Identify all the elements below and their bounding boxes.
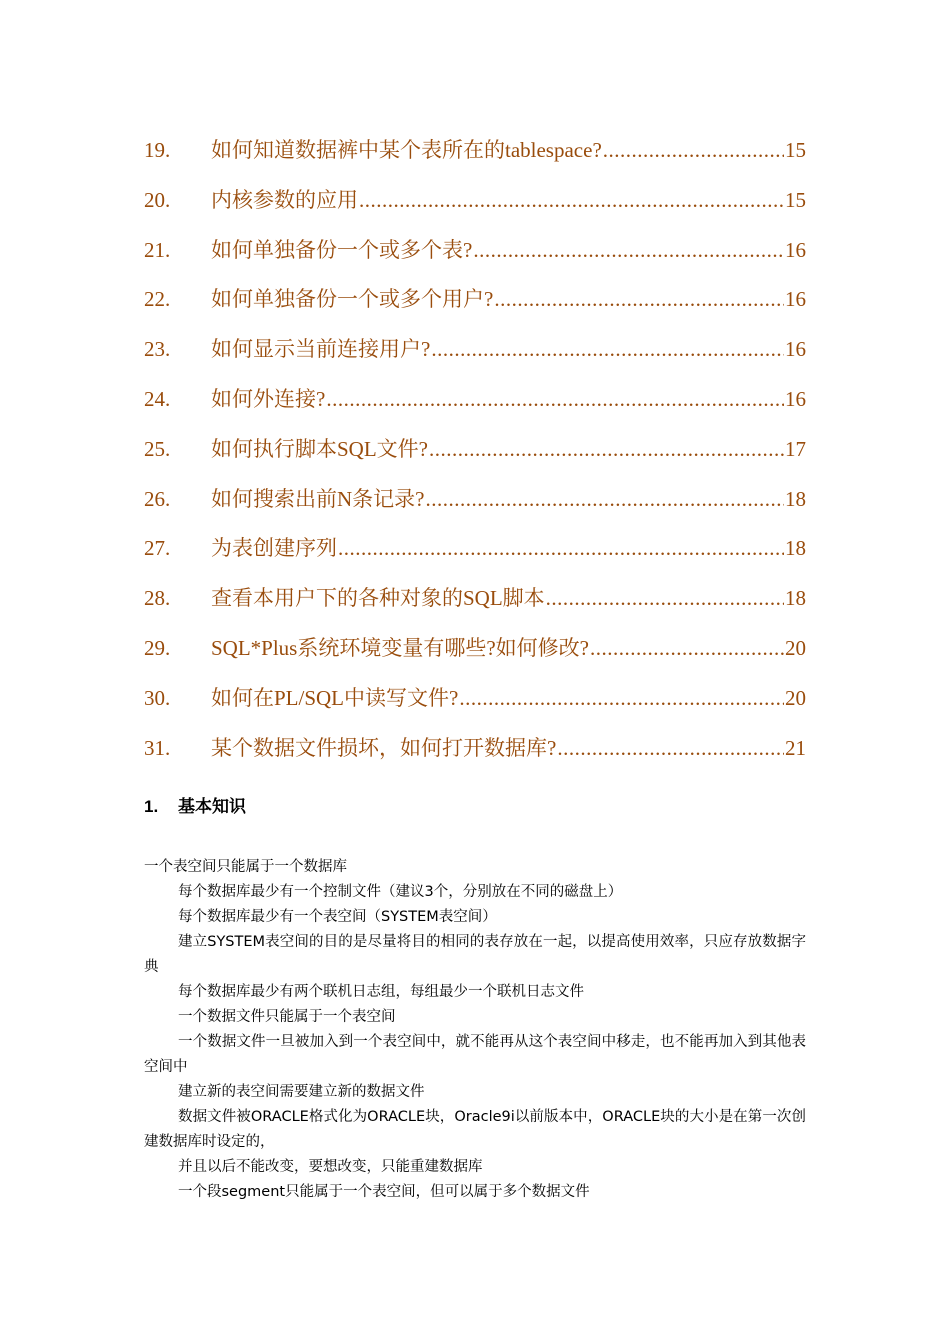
toc-entry-page: 15 (785, 187, 806, 212)
toc-entry[interactable] (144, 532, 806, 582)
toc-entry[interactable] (144, 234, 806, 284)
paragraph: 每个数据库最少有两个联机日志组，每组最少一个联机日志文件 (178, 984, 584, 1000)
toc-entry-title: 查看本用户下的各种对象的SQL脚本 (211, 586, 545, 611)
toc-entry[interactable] (144, 184, 806, 234)
toc-entry[interactable] (144, 732, 806, 782)
paragraph: 每个数据库最少有一个表空间（SYSTEM表空间） (178, 909, 497, 925)
toc-entry-number: 31. (144, 735, 171, 760)
toc-entry-number: 22. (144, 287, 171, 312)
toc-entry[interactable] (144, 383, 806, 433)
toc-entry-page: 16 (785, 386, 806, 411)
toc-entry-title: 如何搜索出前N条记录? (211, 486, 425, 511)
toc-entry-page: 18 (785, 486, 806, 511)
toc-entry-page: 20 (785, 635, 806, 660)
toc-dot-leader (426, 483, 785, 515)
toc-entry-number: 29. (144, 635, 171, 660)
toc-entry-page: 20 (785, 685, 806, 710)
toc-entry-title: 某个数据文件损坏，如何打开数据库? (211, 735, 557, 760)
toc-entry-number: 28. (144, 586, 171, 611)
toc-entry[interactable] (144, 483, 806, 533)
toc-entry-page: 21 (785, 735, 806, 760)
toc-entry-title: 如何在PL/SQL中读写文件? (211, 685, 459, 710)
toc-dot-leader (338, 532, 784, 564)
toc-entry-page: 15 (785, 138, 806, 162)
paragraph: 一个数据文件只能属于一个表空间 (178, 1009, 396, 1025)
toc-dot-leader (459, 682, 784, 714)
toc-entry-title: 如何单独备份一个或多个表? (211, 237, 473, 262)
toc-dot-leader (494, 283, 784, 315)
toc-entry-page: 18 (785, 536, 806, 561)
toc-entry[interactable] (144, 283, 806, 333)
paragraph: 一个表空间只能属于一个数据库 (144, 859, 347, 875)
toc-dot-leader (359, 184, 784, 216)
toc-entry-number: 19. (144, 138, 171, 162)
toc-dot-leader (431, 333, 784, 365)
section-heading (144, 792, 246, 817)
toc-dot-leader (473, 234, 784, 266)
toc-dot-leader (590, 632, 784, 664)
toc-entry-page: 16 (785, 337, 806, 362)
toc-entry-number: 24. (144, 386, 171, 411)
toc-entry-title: SQL*Plus系统环境变量有哪些?如何修改? (211, 635, 589, 660)
section-number: 1. (144, 797, 159, 816)
toc-entry-page: 17 (785, 436, 806, 461)
toc-entry-page: 16 (785, 237, 806, 262)
paragraph: 并且以后不能改变，要想改变，只能重建数据库 (178, 1159, 483, 1175)
toc-dot-leader (546, 582, 784, 614)
toc-entry-number: 25. (144, 436, 171, 461)
table-of-contents (144, 134, 806, 781)
toc-entry-title: 内核参数的应用 (211, 187, 358, 212)
paragraph: 一个段segment只能属于一个表空间，但可以属于多个数据文件 (178, 1184, 590, 1200)
body-text (144, 855, 806, 1205)
toc-entry-number: 20. (144, 187, 171, 212)
toc-entry-title: 如何执行脚本SQL文件? (211, 436, 428, 461)
toc-entry-title: 如何单独备份一个或多个用户? (211, 287, 494, 312)
toc-entry-number: 27. (144, 536, 171, 561)
toc-entry-number: 26. (144, 486, 171, 511)
toc-dot-leader (603, 134, 784, 166)
toc-dot-leader (326, 383, 784, 415)
paragraph: 数据文件被ORACLE格式化为ORACLE块，Oracle9i以前版本中，ORACLE块的大小是在第一次创建数据库时设定的， (144, 1109, 806, 1150)
section-title: 基本知识 (178, 797, 246, 816)
toc-entry-title: 如何显示当前连接用户? (211, 337, 431, 362)
toc-entry-page: 16 (785, 287, 806, 312)
toc-entry[interactable] (144, 632, 806, 682)
paragraph: 建立新的表空间需要建立新的数据文件 (178, 1084, 425, 1100)
toc-dot-leader (429, 433, 784, 465)
toc-entry[interactable] (144, 333, 806, 383)
toc-entry-title: 如何知道数据裤中某个表所在的tablespace? (211, 138, 602, 162)
toc-entry-page: 18 (785, 586, 806, 611)
toc-entry-number: 30. (144, 685, 171, 710)
toc-entry[interactable] (144, 134, 806, 184)
toc-entry[interactable] (144, 682, 806, 732)
toc-entry-title: 为表创建序列 (211, 536, 337, 561)
toc-entry[interactable] (144, 582, 806, 632)
toc-entry-number: 21. (144, 237, 171, 262)
paragraph: 建立SYSTEM表空间的目的是尽量将目的相同的表存放在一起，以提高使用效率，只应存放数据字典 (144, 934, 806, 975)
toc-entry-number: 23. (144, 337, 171, 362)
toc-entry[interactable] (144, 433, 806, 483)
paragraph: 一个数据文件一旦被加入到一个表空间中，就不能再从这个表空间中移走，也不能再加入到其他表空间中 (144, 1034, 806, 1075)
paragraph: 每个数据库最少有一个控制文件（建议3个，分别放在不同的磁盘上） (178, 884, 623, 900)
toc-dot-leader (557, 732, 784, 764)
toc-entry-title: 如何外连接? (211, 386, 326, 411)
